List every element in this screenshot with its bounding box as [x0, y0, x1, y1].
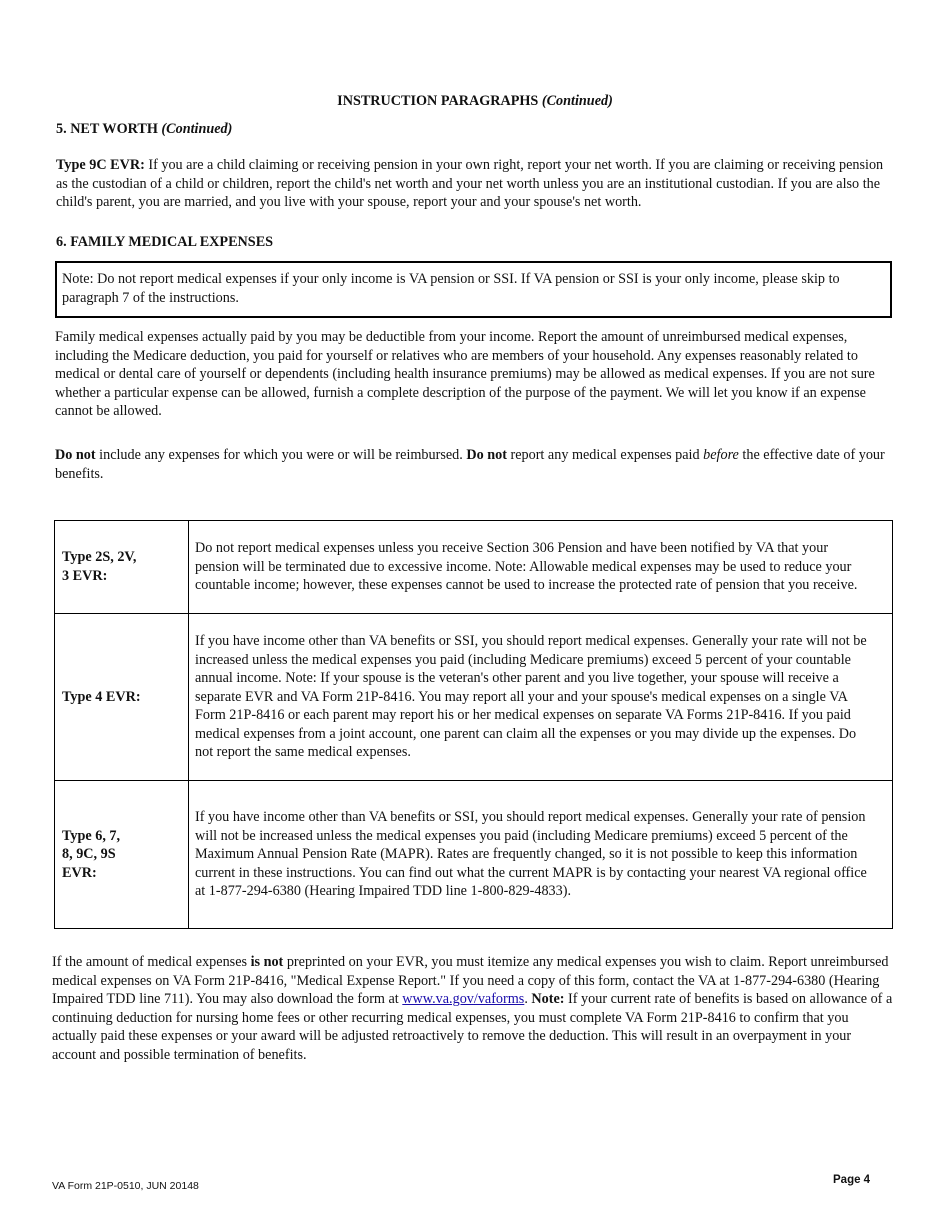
evr-type-cell [55, 781, 189, 929]
table-row [55, 614, 893, 781]
medical-note-text: Note: Do not report medical expenses if your only income is VA pension or SSI. If VA pension or SSI is your only income, please skip to paragraph 7 of the instructions. [62, 271, 840, 306]
evr-description-cell: If you have income other than VA benefits or SSI, you should report medical expenses. Generally your rate will not be increased unless the medical expenses you paid (including Medicare premiums) exceed 5 percent of your countable annual income. Note: If your spouse is the veteran's other parent and you live together, your spouse will receive a separate EVR and VA Form 21P-8416. You may report all your and your spouse's medical expenses on a single VA Form 21P-8416 or each parent may report his or her medical expenses on separate VA Forms 21P-8416. If you paid medical expenses from a joint account, one parent can claim all the expenses or you may divide up the expenses. Do not report the same medical expenses. [189, 614, 893, 781]
evr-type-cell [55, 614, 189, 781]
medical-donot-paragraph [55, 446, 895, 483]
evr-type-line: Type 6, 7, [62, 827, 121, 844]
evr-type-table [54, 520, 893, 929]
donot-bold-2: Do not [466, 447, 507, 463]
section-heading-medical: 6. FAMILY MEDICAL EXPENSES [56, 234, 274, 250]
evr-type-line: EVR: [62, 864, 97, 881]
net-worth-text: If you are a child claiming or receiving pension in your own right, report your net worth. If you are claiming or receiving pension as the custodian of a child or children, report the child's net worth and your net worth unless you are an institutional custodian. If you are also the child's parent, you are married, and you live with your spouse, report your and your spouse's net worth. [56, 157, 884, 211]
footer-page-number: Page 4 [833, 1174, 871, 1186]
evr-type-cell [55, 521, 189, 614]
vaforms-link[interactable]: www.va.gov/vaforms [402, 991, 525, 1008]
closing-paragraph [52, 953, 895, 1065]
closing-part-1: If the amount of medical expenses [52, 954, 248, 970]
donot-text-2: report any medical expenses paid [510, 447, 700, 463]
evr-description-cell: Do not report medical expenses unless you receive Section 306 Pension and have been notified by VA that your pension will be terminated due to excessive income. Note: Allowable medical expenses may be used to reduce your countable income; however, these expenses cannot be used to increase the protected rate of pension that you receive. [189, 521, 893, 614]
donot-before: before [703, 447, 739, 463]
page-title-suffix: (Continued) [541, 93, 613, 109]
table-row [55, 521, 893, 614]
medical-intro-paragraph: Family medical expenses actually paid by you may be deductible from your income. Report the amount of unreimbursed medical expenses, including the Medicare deduction, you paid for yourself or relatives who are members of your household. Any expenses reasonably related to medical or dental care of yourself or dependents (including health insurance premiums) may be allowed as medical expenses. If you are not sure whether a particular expense can be allowed, furnish a complete description of the purpose of the payment. We will let you know if an expense cannot be allowed. [55, 329, 875, 420]
page-title [0, 92, 950, 111]
donot-text-1: include any expenses for which you were or will be reimbursed. [99, 447, 463, 463]
section-heading-net-worth [56, 120, 232, 139]
section-heading-net-worth-text: 5. NET WORTH [56, 121, 158, 137]
evr-type-line: Type 4 EVR: [62, 688, 141, 705]
donot-bold-1: Do not [55, 447, 96, 463]
evr-type-line: 3 EVR: [62, 568, 108, 584]
footer-form-id: VA Form 21P-0510, JUN 20148 [52, 1180, 199, 1192]
evr-type-line: 8, 9C, 9S [62, 846, 116, 863]
section-heading-net-worth-suffix: (Continued) [161, 121, 233, 137]
medical-note-box [55, 261, 892, 318]
evr-description-cell: If you have income other than VA benefits or SSI, you should report medical expenses. Generally your rate of pension will not be increased unless the medical expenses you paid (including Medicare premiums) exceed 5 percent of the Maximum Annual Pension Rate (MAPR). Rates are frequently changed, so it is not possible to keep this information current in these instructions. You can find out what the current MAPR is by contacting your nearest VA regional office at 1-877-294-6380 (Hearing Impaired TDD line 1-800-829-4833). [189, 781, 893, 929]
closing-part-3: . [524, 991, 528, 1008]
net-worth-type-label: Type 9C EVR: [56, 157, 145, 173]
closing-part-2: preprinted on your EVR, you must itemize any medical expenses you wish to claim. Report unreimbursed medical expenses on VA Form 21P-8416, "Medical Expense Report." If you need a copy of this form, contact the VA at 1-877-294-6380 (Hearing Impaired TDD line 711). You may also download the form at [52, 954, 889, 1008]
net-worth-paragraph [56, 156, 896, 212]
evr-type-line: Type 2S, 2V, [62, 549, 137, 566]
closing-part-4: If your current rate of benefits is based on allowance of a continuing deduction for nursing home fees or other recurring medical expenses, you must complete VA Form 21P-8416 to confirm that you actually paid these expenses or your award will be adjusted retroactively to remove the deduction. This will result in an overpayment in your account and possible termination of benefits. [52, 991, 893, 1063]
closing-is-not: is not [250, 954, 284, 970]
closing-note-label: Note: [531, 991, 565, 1008]
donot-text-3: the effective date of your benefits. [55, 447, 885, 482]
page-title-text: INSTRUCTION PARAGRAPHS [337, 93, 539, 109]
table-row [55, 781, 893, 929]
